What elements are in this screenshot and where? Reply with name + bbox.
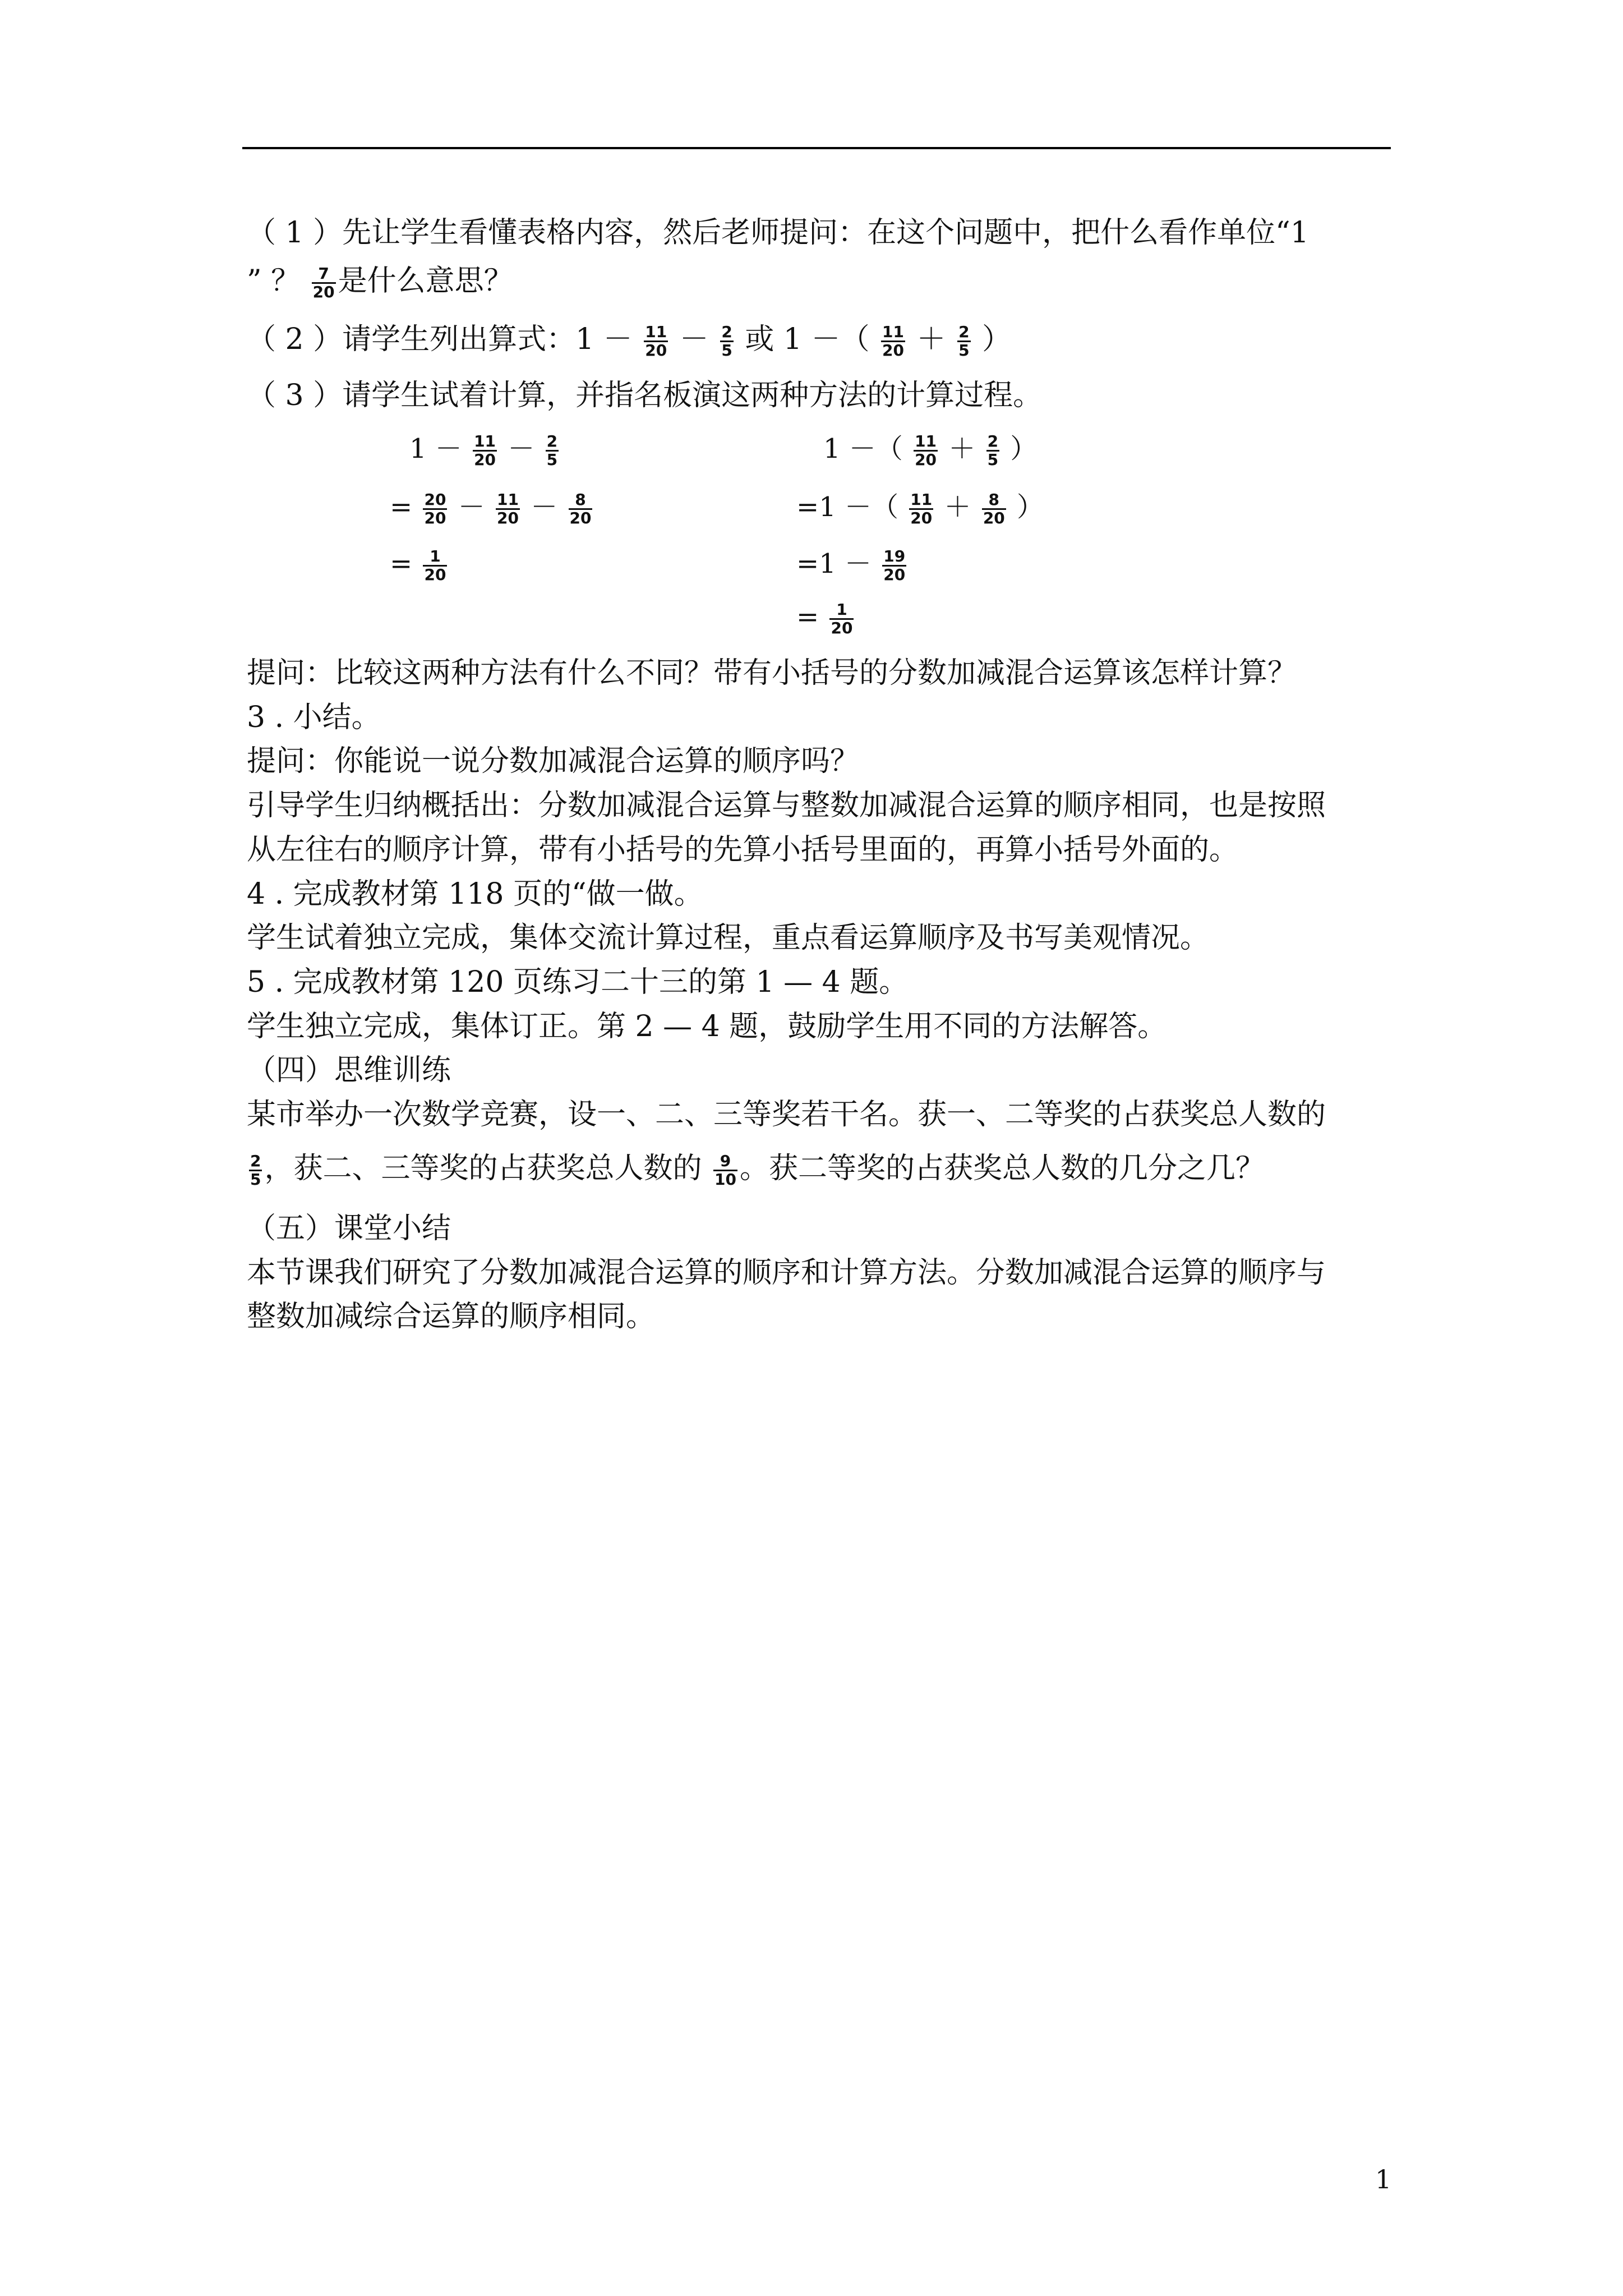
denominator: 5 (546, 450, 558, 469)
minus-sign: － (458, 491, 485, 523)
denominator: 20 (645, 341, 667, 360)
numerator: 11 (882, 323, 905, 341)
text: （ 3 ）请学生试着计算，并指名板演这两种方法的计算过程。 (247, 379, 1043, 412)
numerator: 11 (497, 490, 519, 509)
plus-sign: ＋ (948, 433, 976, 464)
numerator: 7 (318, 264, 329, 283)
numerator: 20 (424, 490, 446, 509)
fraction-2-5 (546, 433, 559, 468)
numerator: 2 (958, 323, 970, 341)
denominator: 20 (915, 450, 937, 469)
close-paren: ） (982, 323, 1012, 356)
text: 。获二等奖的占获奖总人数的几分之几？ (740, 1152, 1265, 1185)
text: 3 . 小结。 (247, 701, 381, 734)
fraction-2-5 (249, 1153, 262, 1188)
fraction-11-20 (496, 491, 520, 527)
text: （四）思维训练 (247, 1053, 451, 1087)
denominator: 20 (569, 509, 592, 527)
text: 提问：比较这两种方法有什么不同？带有小括号的分数加减混合运算该怎样计算？ (247, 656, 1297, 690)
paragraph-1a (247, 213, 1391, 252)
minus-sign: － (679, 323, 709, 356)
paragraph-2 (247, 320, 1391, 359)
denominator: 20 (983, 509, 1005, 527)
fraction-1-20 (829, 601, 854, 637)
step-4-detail (247, 918, 1391, 958)
denominator: 20 (882, 341, 905, 360)
fraction-11-20 (914, 433, 938, 468)
text: 某市举办一次数学竞赛，设一、二、三等奖若干名。获一、二等奖的占获奖总人数的 (247, 1098, 1326, 1131)
text: ” ？ (247, 264, 301, 298)
text: 本节课我们研究了分数加减混合运算的顺序和计算方法。分数加减混合运算的顺序与 (247, 1256, 1326, 1290)
fraction-8-20 (569, 491, 593, 527)
plus-sign: ＋ (916, 323, 946, 356)
guide-line-2 (247, 830, 1391, 869)
denominator: 5 (958, 341, 970, 360)
fraction-11-20 (644, 324, 668, 359)
text: 或 1 －（ (745, 323, 870, 356)
fraction-11-20 (881, 324, 905, 359)
text: 1 － (409, 433, 462, 464)
question-2 (247, 742, 1391, 781)
text: （ 2 ）请学生列出算式：1 － (247, 323, 633, 356)
denominator: 5 (987, 450, 999, 469)
text: 4 . 完成教材第 118 页的“做一做。 (247, 877, 703, 911)
equals-sign: = (796, 601, 819, 633)
close-paren: ） (1017, 491, 1044, 523)
denominator: 20 (497, 509, 519, 527)
step-5 (247, 963, 1391, 1002)
numerator: 2 (546, 432, 558, 450)
fraction-9-10 (713, 1153, 737, 1188)
numerator: 2 (250, 1152, 261, 1170)
fraction-19-20 (882, 548, 906, 583)
denominator: 20 (474, 450, 496, 469)
text: （五）课堂小结 (247, 1212, 451, 1245)
header-rule (242, 147, 1391, 149)
minus-sign: － (531, 491, 558, 523)
page-number: 1 (1375, 2164, 1392, 2194)
text: 引导学生归纳概括出：分数加减混合运算与整数加减混合运算的顺序相同，也是按照 (247, 789, 1326, 822)
text: =1 － (796, 548, 872, 579)
text: 提问：你能说一说分数加减混合运算的顺序吗？ (247, 744, 860, 778)
denominator: 10 (714, 1170, 736, 1189)
numerator: 8 (575, 490, 586, 509)
text: 从左往右的顺序计算，带有小括号的先算小括号里面的，再算小括号外面的。 (247, 833, 1239, 867)
fraction-2-5 (720, 324, 733, 359)
denominator: 20 (424, 509, 446, 527)
question-1 (247, 654, 1391, 693)
calc-left-line-1 (409, 432, 561, 468)
text: 是什么意思？ (338, 264, 513, 298)
denominator: 20 (424, 565, 446, 584)
fraction-11-20 (909, 491, 933, 527)
calc-right-line-4 (796, 600, 856, 637)
calc-left-line-2 (390, 490, 594, 527)
denominator: 20 (883, 565, 906, 584)
fraction-8-20 (982, 491, 1006, 527)
text: 学生独立完成，集体订正。第 2 — 4 题，鼓励学生用不同的方法解答。 (247, 1010, 1167, 1043)
conclusion-line-2 (247, 1297, 1391, 1336)
training-line-1 (247, 1095, 1391, 1134)
fraction-2-5 (957, 324, 970, 359)
text: =1 －（ (796, 491, 899, 523)
minus-sign: － (508, 433, 535, 464)
numerator: 2 (987, 432, 999, 450)
fraction-7-20 (312, 265, 336, 301)
training-line-2 (247, 1149, 1391, 1188)
conclusion-line-1 (247, 1253, 1391, 1292)
text: ，获二、三等奖的占获奖总人数的 (264, 1152, 702, 1185)
section-heading-4 (247, 1051, 1391, 1090)
denominator: 20 (831, 619, 853, 637)
text: 学生试着独立完成，集体交流计算过程，重点看运算顺序及书写美观情况。 (247, 921, 1210, 955)
step-4 (247, 875, 1391, 914)
numerator: 11 (474, 432, 496, 450)
calc-right-line-3 (796, 547, 909, 583)
numerator: 1 (430, 547, 441, 565)
numerator: 1 (836, 600, 847, 619)
paragraph-1b (247, 261, 1391, 301)
numerator: 9 (720, 1152, 731, 1170)
calc-right-line-1 (823, 432, 1037, 468)
numerator: 11 (915, 432, 937, 450)
text: 1 －（ (823, 433, 903, 464)
calc-left-line-3 (390, 547, 449, 583)
step-3 (247, 698, 1391, 737)
numerator: 8 (988, 490, 1000, 509)
denominator: 20 (312, 283, 335, 301)
denominator: 5 (721, 341, 732, 360)
numerator: 2 (721, 323, 732, 341)
denominator: 5 (250, 1170, 261, 1189)
fraction-1-20 (423, 548, 447, 583)
close-paren: ） (1010, 433, 1038, 464)
step-5-detail (247, 1007, 1391, 1046)
text: 5 . 完成教材第 120 页练习二十三的第 1 — 4 题。 (247, 965, 909, 999)
numerator: 11 (645, 323, 667, 341)
fraction-20-20 (423, 491, 447, 527)
fraction-11-20 (473, 433, 497, 468)
calc-right-line-2 (796, 490, 1044, 527)
guide-line-1 (247, 786, 1391, 825)
numerator: 11 (910, 490, 933, 509)
text: 整数加减综合运算的顺序相同。 (247, 1300, 656, 1333)
equals-sign: = (390, 548, 413, 579)
paragraph-3 (247, 376, 1391, 415)
plus-sign: ＋ (944, 491, 971, 523)
numerator: 19 (883, 547, 906, 565)
fraction-2-5 (986, 433, 999, 468)
section-heading-5 (247, 1209, 1391, 1248)
equals-sign: = (390, 491, 413, 523)
denominator: 20 (910, 509, 933, 527)
text: （ 1 ）先让学生看懂表格内容，然后老师提问：在这个问题中，把什么看作单位“1 (247, 216, 1309, 250)
